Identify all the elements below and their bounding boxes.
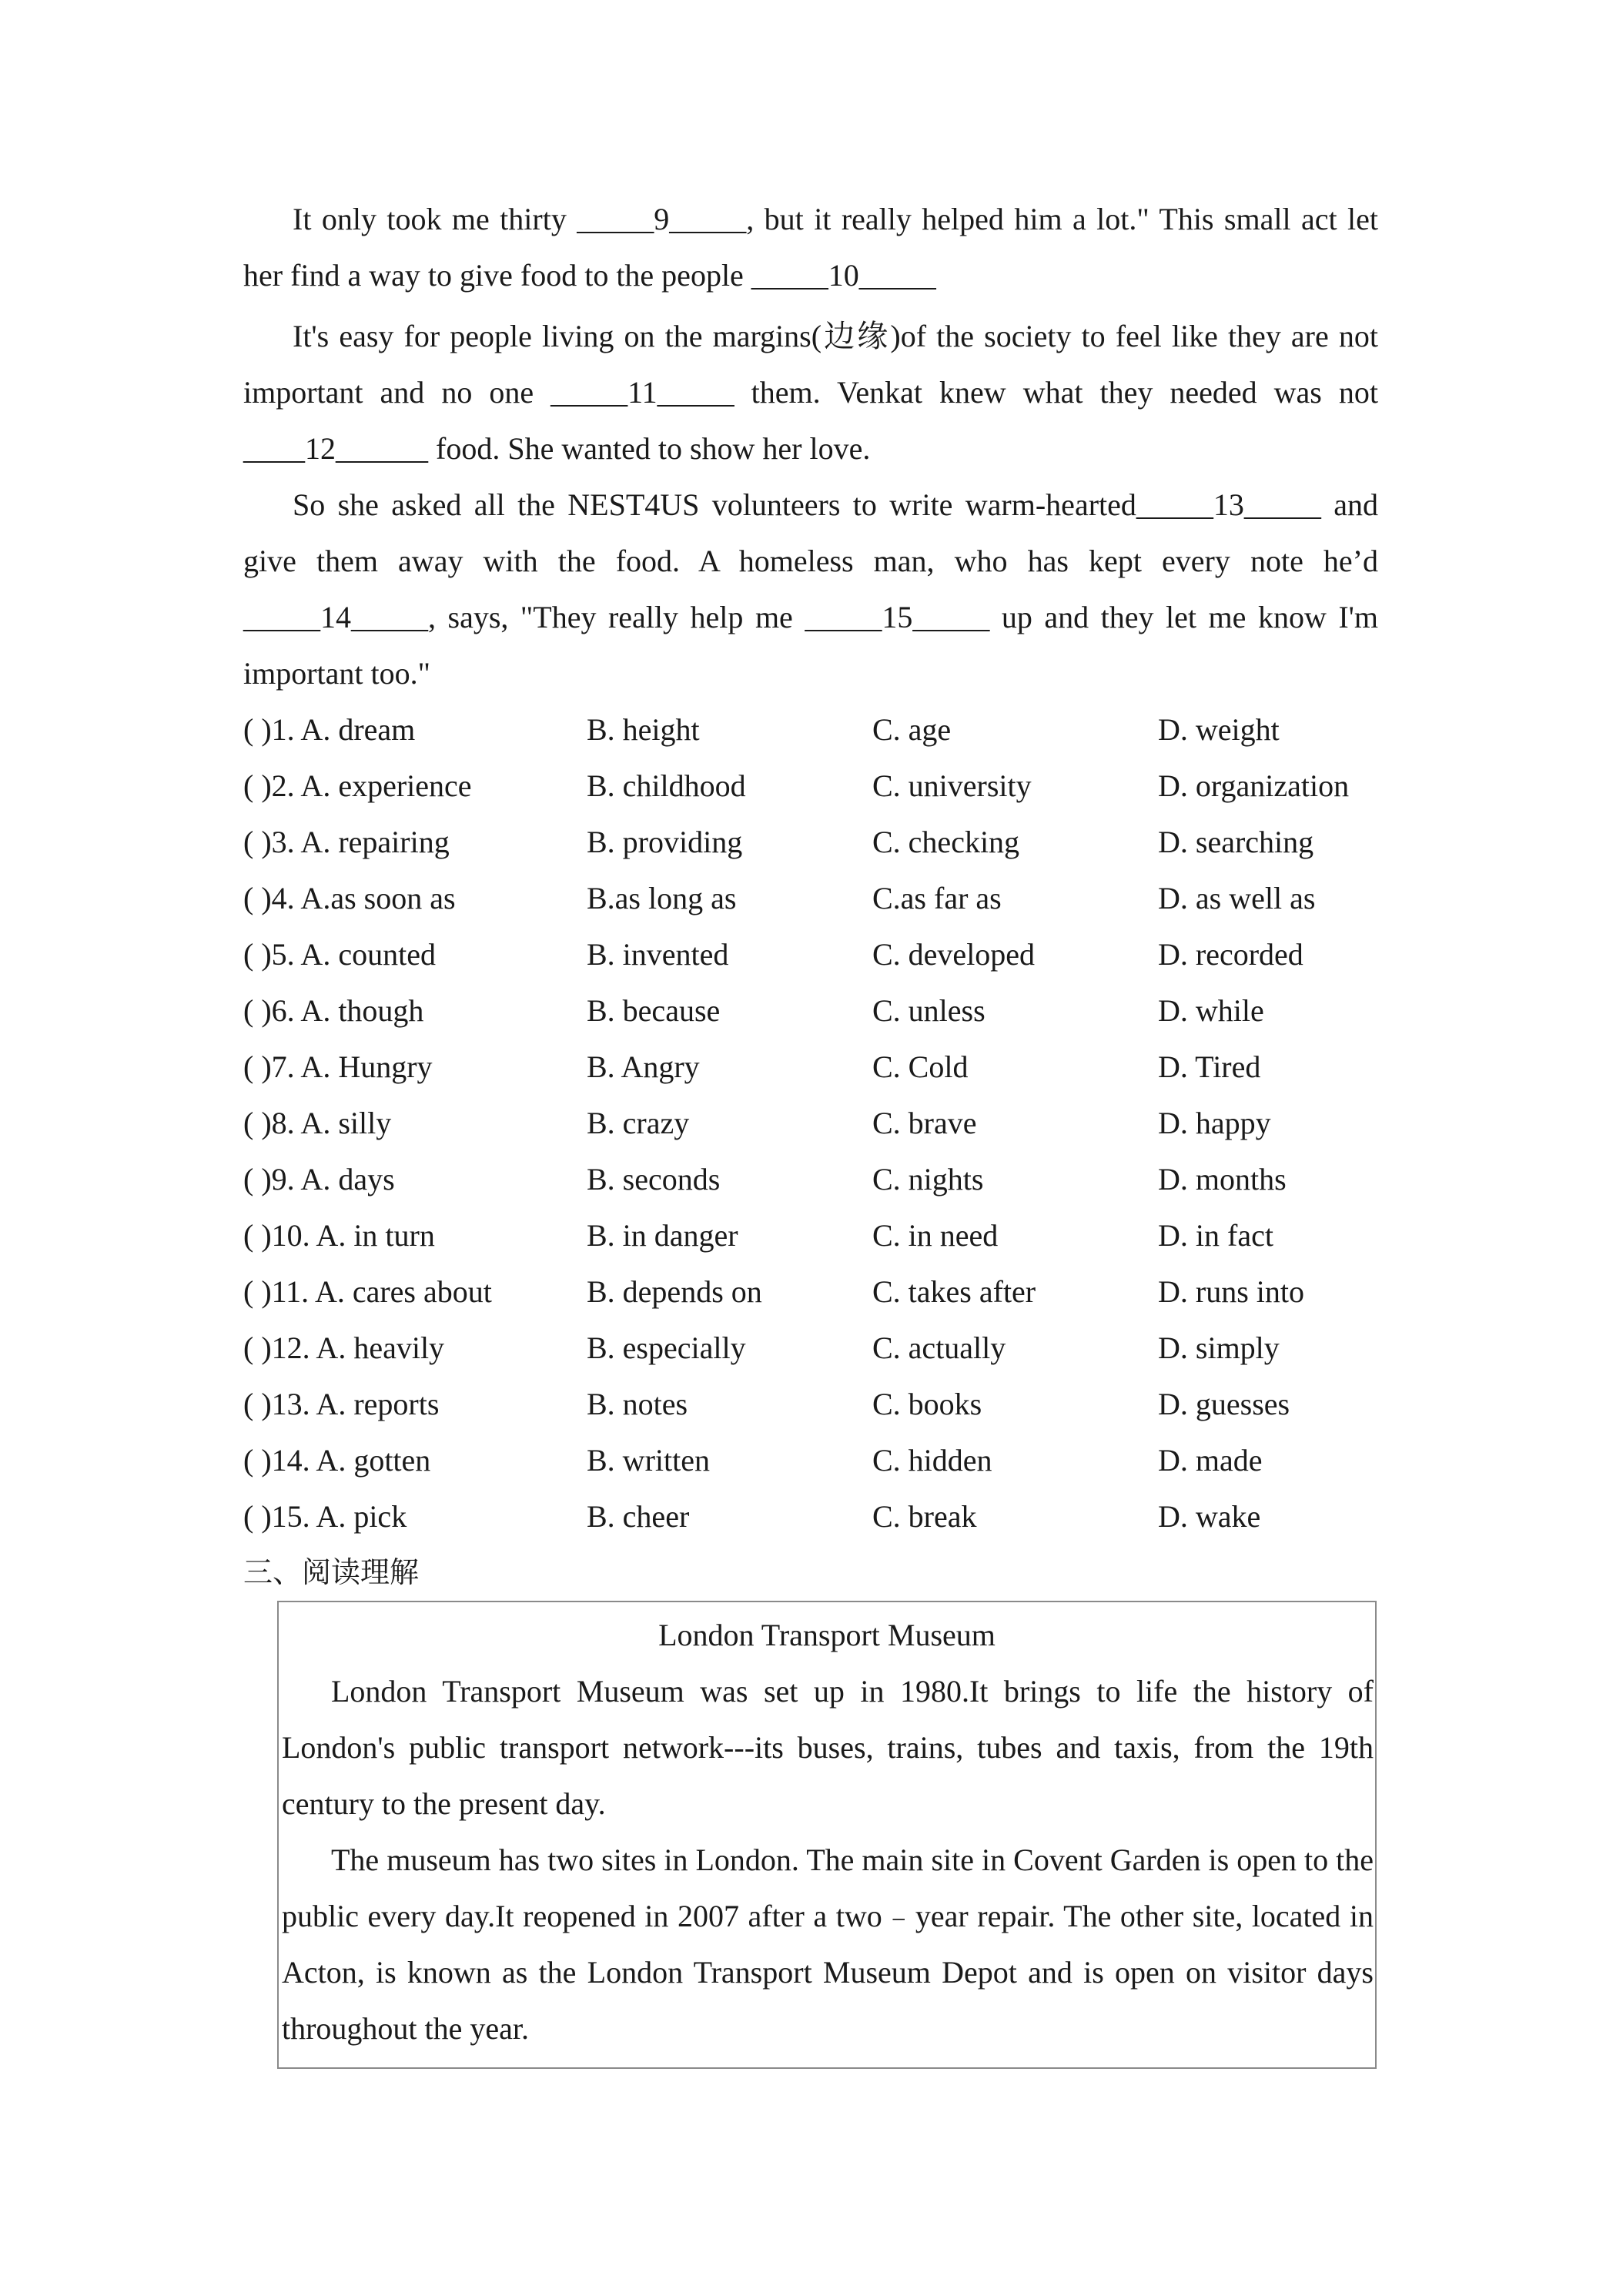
option-b: B. notes	[587, 1387, 688, 1421]
option-b: B. in danger	[587, 1218, 738, 1253]
option-a: ( )10. A. in turn	[243, 1218, 435, 1253]
question-row	[243, 1039, 1378, 1095]
option-c: C. books	[872, 1387, 982, 1421]
option-a: ( )14. A. gotten	[243, 1443, 431, 1478]
question-row	[243, 758, 1378, 814]
option-d: D. happy	[1158, 1106, 1271, 1140]
option-c: C. unless	[872, 993, 986, 1028]
option-b: B. because	[587, 993, 721, 1028]
option-b: B. providing	[587, 825, 743, 859]
passage-paragraph-1: It only took me thirty _____9_____, but it really helped him a lot." This small act let her find a way to give food to the people _____10_____	[243, 202, 1378, 293]
question-row	[243, 1376, 1378, 1432]
option-b: B. invented	[587, 937, 729, 972]
option-c: C. in need	[872, 1218, 999, 1253]
question-row	[243, 1151, 1378, 1207]
option-b: B. written	[587, 1443, 710, 1478]
option-d: D. guesses	[1158, 1387, 1290, 1421]
option-d: D. months	[1158, 1162, 1287, 1197]
option-c: C. actually	[872, 1330, 1006, 1365]
question-row	[243, 1432, 1378, 1488]
option-d: D. Tired	[1158, 1049, 1261, 1084]
question-row	[243, 870, 1378, 926]
option-c: C.as far as	[872, 881, 1002, 915]
option-c: C. break	[872, 1499, 977, 1534]
question-row	[243, 926, 1378, 982]
option-c: C. university	[872, 768, 1032, 803]
option-b: B. childhood	[587, 768, 746, 803]
option-d: D. searching	[1158, 825, 1314, 859]
option-c: C. age	[872, 712, 952, 747]
question-row	[243, 701, 1378, 758]
question-row	[243, 1095, 1378, 1151]
option-b: B.as long as	[587, 881, 737, 915]
option-b: B. seconds	[587, 1162, 721, 1197]
option-d: D. weight	[1158, 712, 1280, 747]
option-c: C. brave	[872, 1106, 977, 1140]
question-row	[243, 1207, 1378, 1263]
option-b: B. especially	[587, 1330, 746, 1365]
option-b: B. Angry	[587, 1049, 700, 1084]
option-d: D. simply	[1158, 1330, 1280, 1365]
option-d: D. recorded	[1158, 937, 1303, 972]
option-a: ( )13. A. reports	[243, 1387, 440, 1421]
option-a: ( )5. A. counted	[243, 937, 436, 972]
passage-paragraph-2: It's easy for people living on the margins(边缘)of the society to feel like they are not important and no one _____11_____ them. Venkat knew what they needed was not ____12______ food. She wanted to show her love.	[243, 319, 1378, 466]
question-row	[243, 814, 1378, 870]
option-d: D. organization	[1158, 768, 1350, 803]
option-d: D. while	[1158, 993, 1264, 1028]
passage-paragraph-3: So she asked all the NEST4US volunteers to write warm-hearted_____13_____ and give them away with the food. A homeless man, who has kept every note he’d _____14_____, says, "They really help me _____15_____ up and they let me know I'm important too."	[243, 487, 1378, 691]
option-c: C. Cold	[872, 1049, 969, 1084]
option-a: ( )8. A. silly	[243, 1106, 392, 1140]
reading-title: London Transport Museum	[658, 1618, 996, 1652]
question-row	[243, 1488, 1378, 1545]
option-a: ( )3. A. repairing	[243, 825, 450, 859]
document-page	[243, 191, 1378, 2069]
option-d: D. wake	[1158, 1499, 1261, 1534]
question-row	[243, 1263, 1378, 1320]
option-b: B. cheer	[587, 1499, 690, 1534]
section-heading: 三、阅读理解	[243, 1555, 420, 1589]
option-a: ( )6. A. though	[243, 993, 424, 1028]
question-row	[243, 1320, 1378, 1376]
option-a: ( )12. A. heavily	[243, 1330, 445, 1365]
option-d: D. in fact	[1158, 1218, 1273, 1253]
option-b: B. depends on	[587, 1274, 762, 1309]
option-b: B. crazy	[587, 1106, 690, 1140]
option-a: ( )15. A. pick	[243, 1499, 407, 1534]
option-a: ( )9. A. days	[243, 1162, 395, 1197]
option-c: C. takes after	[872, 1274, 1036, 1309]
option-a: ( )2. A. experience	[243, 768, 472, 803]
option-a: ( )4. A.as soon as	[243, 881, 456, 915]
option-c: C. checking	[872, 825, 1020, 859]
option-c: C. developed	[872, 937, 1036, 972]
option-d: D. runs into	[1158, 1274, 1304, 1309]
reading-paragraph-1: London Transport Museum was set up in 1980.It brings to life the history of London's public transport network---its buses, trains, tubes and taxis, from the 19th century to the present day.	[282, 1674, 1374, 1821]
cloze-options-list	[243, 701, 1378, 1545]
reading-paragraph-2: The museum has two sites in London. The main site in Covent Garden is open to the public every day.It reopened in 2007 after a two﹣year repair. The other site, located in Acton, is known as the London Transport Museum Depot and is open on visitor days throughout the year.	[282, 1842, 1374, 2046]
reading-passage-box	[277, 1601, 1377, 2069]
option-d: D. made	[1158, 1443, 1263, 1478]
option-c: C. hidden	[872, 1443, 992, 1478]
option-c: C. nights	[872, 1162, 984, 1197]
option-b: B. height	[587, 712, 700, 747]
option-a: ( )11. A. cares about	[243, 1274, 492, 1309]
option-d: D. as well as	[1158, 881, 1316, 915]
option-a: ( )1. A. dream	[243, 712, 416, 747]
question-row	[243, 982, 1378, 1039]
option-a: ( )7. A. Hungry	[243, 1049, 433, 1084]
